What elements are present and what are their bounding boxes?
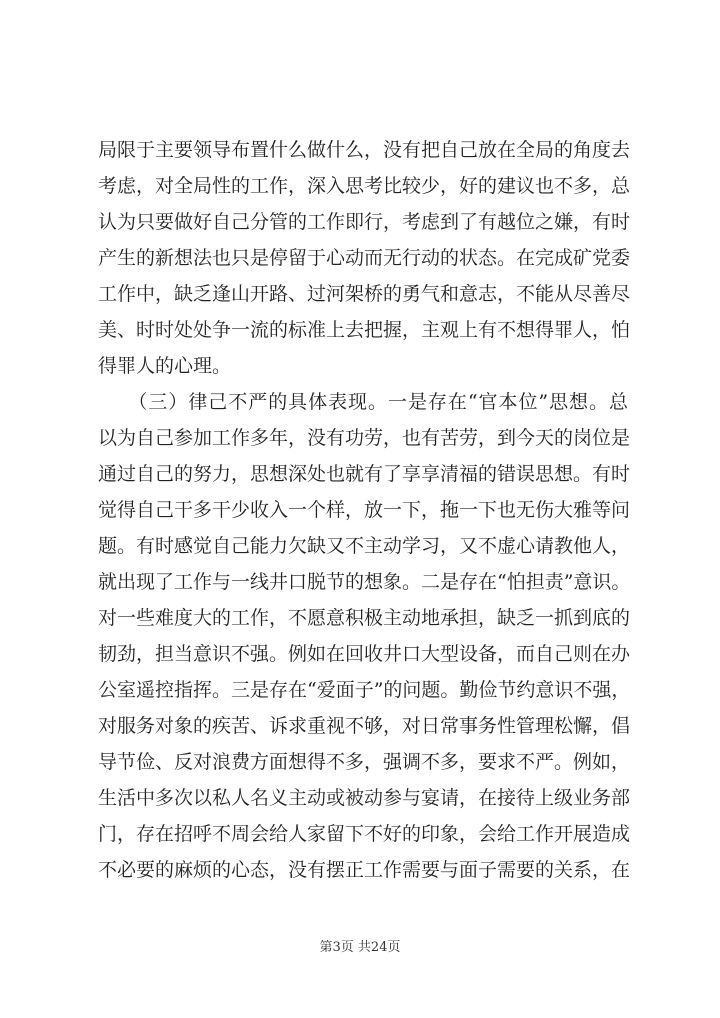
text-line: 韧劲，担当意识不强。例如在回收井口大型设备，而自己则在办	[98, 643, 631, 665]
text-line: 就出现了工作与一线井口脱节的想象。二是存在“怕担责”意识。	[98, 571, 631, 593]
page-footer: 第3页 共24页	[319, 940, 401, 955]
text-line: 不必要的麻烦的心态，没有摆正工作需要与面子需要的关系，在	[98, 859, 631, 881]
text-line: 局限于主要领导布置什么做什么，没有把自己放在全局的角度去	[98, 139, 631, 161]
text-line: 对服务对象的疾苦、诉求重视不够，对日常事务性管理松懈，倡	[98, 715, 631, 737]
text-line: 对一些难度大的工作，不愿意积极主动地承担，缺乏一抓到底的	[98, 607, 631, 629]
text-line: 门，存在招呼不周会给人家留下不好的印象，会给工作开展造成	[98, 823, 631, 845]
text-line: 以为自己参加工作多年，没有功劳，也有苦劳，到今天的岗位是	[98, 427, 631, 449]
text-line: 得罪人的心理。	[98, 355, 232, 377]
text-line: 考虑，对全局性的工作，深入思考比较少，好的建议也不多，总	[98, 175, 631, 197]
text-line: 工作中，缺乏逢山开路、过河架桥的勇气和意志，不能从尽善尽	[98, 283, 631, 305]
text-line: 生活中多次以私人名义主动或被动参与宴请，在接待上级业务部	[98, 787, 631, 809]
text-line: 产生的新想法也只是停留于心动而无行动的状态。在完成矿党委	[98, 247, 631, 269]
text-line: 题。有时感觉自己能力欠缺又不主动学习，又不虚心请教他人，	[98, 535, 631, 557]
text-line: 觉得自己干多干少收入一个样，放一下，拖一下也无伤大雅等问	[98, 499, 631, 521]
document-body	[98, 132, 631, 888]
text-line: （三）律己不严的具体表现。一是存在“官本位”思想。总	[98, 391, 628, 413]
text-line: 认为只要做好自己分管的工作即行，考虑到了有越位之嫌，有时	[98, 211, 631, 233]
text-line: 公室遥控指挥。三是存在“爱面子”的问题。勤俭节约意识不强，	[98, 679, 631, 701]
text-line: 通过自己的努力，思想深处也就有了享享清福的错误思想。有时	[98, 463, 631, 485]
text-line: 美、时时处处争一流的标准上去把握，主观上有不想得罪人，怕	[98, 319, 631, 341]
text-line: 导节俭、反对浪费方面想得不多，强调不多，要求不严。例如，	[98, 751, 631, 773]
